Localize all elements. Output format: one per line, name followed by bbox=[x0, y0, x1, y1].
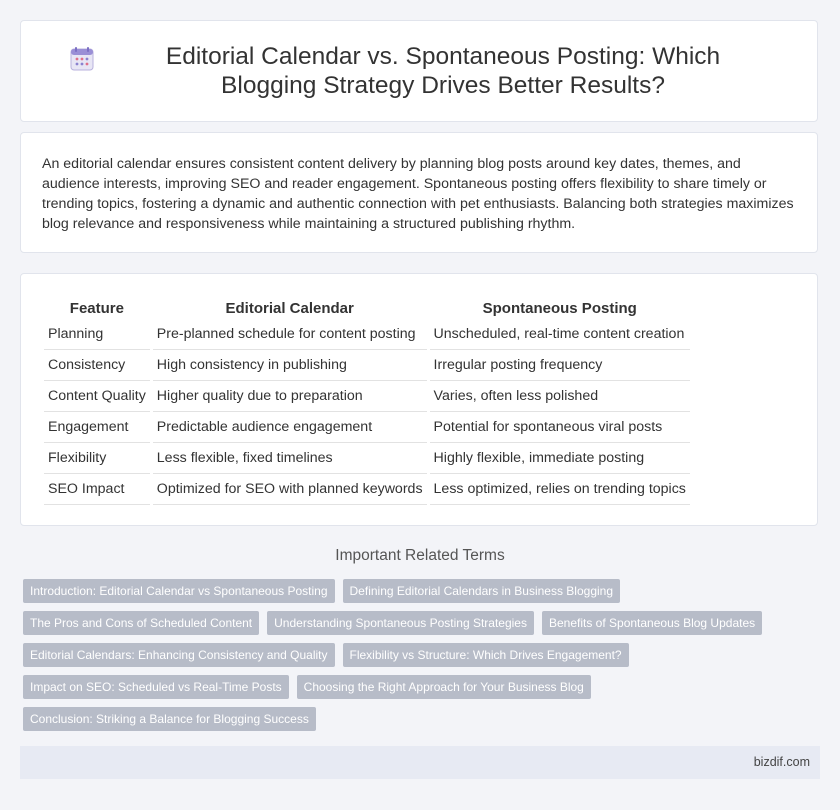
related-tag[interactable]: Conclusion: Striking a Balance for Blogging Success bbox=[23, 707, 316, 731]
title-card bbox=[20, 20, 818, 122]
table-row bbox=[44, 412, 690, 443]
related-tag[interactable]: The Pros and Cons of Scheduled Content bbox=[23, 611, 259, 635]
related-tag[interactable]: Choosing the Right Approach for Your Business Blog bbox=[297, 675, 591, 699]
related-tag[interactable]: Benefits of Spontaneous Blog Updates bbox=[542, 611, 762, 635]
tag-row bbox=[23, 643, 813, 667]
tag-row bbox=[23, 611, 813, 635]
cell-spontaneous: Potential for spontaneous viral posts bbox=[430, 412, 690, 443]
related-terms-heading: Important Related Terms bbox=[335, 547, 505, 564]
related-tag[interactable]: Introduction: Editorial Calendar vs Spontaneous Posting bbox=[23, 579, 335, 603]
cell-editorial: Higher quality due to preparation bbox=[153, 381, 427, 412]
cell-feature: Content Quality bbox=[44, 381, 150, 412]
related-terms-list bbox=[23, 579, 813, 739]
header-spontaneous-posting: Spontaneous Posting bbox=[482, 299, 637, 317]
table-row bbox=[44, 319, 690, 350]
table-row bbox=[44, 381, 690, 412]
footer bbox=[20, 746, 820, 779]
cell-spontaneous: Varies, often less polished bbox=[430, 381, 690, 412]
related-tag[interactable]: Editorial Calendars: Enhancing Consistency and Quality bbox=[23, 643, 335, 667]
cell-spontaneous: Highly flexible, immediate posting bbox=[430, 443, 690, 474]
cell-feature: Flexibility bbox=[44, 443, 150, 474]
tag-row bbox=[23, 675, 813, 699]
table-row bbox=[44, 350, 690, 381]
cell-feature: Engagement bbox=[44, 412, 150, 443]
header-feature: Feature bbox=[69, 299, 124, 317]
cell-editorial: Optimized for SEO with planned keywords bbox=[153, 474, 427, 505]
related-tag[interactable]: Impact on SEO: Scheduled vs Real-Time Posts bbox=[23, 675, 289, 699]
footer-site-link[interactable]: bizdif.com bbox=[753, 755, 810, 769]
related-tag[interactable]: Defining Editorial Calendars in Business Blogging bbox=[343, 579, 620, 603]
header-editorial-calendar: Editorial Calendar bbox=[225, 299, 354, 317]
table-row bbox=[44, 443, 690, 474]
title-wrap bbox=[69, 42, 769, 100]
cell-editorial: Less flexible, fixed timelines bbox=[153, 443, 427, 474]
cell-feature: Planning bbox=[44, 319, 150, 350]
tag-row bbox=[23, 579, 813, 603]
table-row bbox=[44, 474, 690, 505]
calendar-icon bbox=[69, 46, 95, 72]
related-tag[interactable]: Understanding Spontaneous Posting Strategies bbox=[267, 611, 534, 635]
cell-feature: SEO Impact bbox=[44, 474, 150, 505]
table-header-row bbox=[44, 296, 690, 319]
cell-spontaneous: Less optimized, relies on trending topics bbox=[430, 474, 690, 505]
comparison-table-card bbox=[20, 273, 818, 526]
tag-row bbox=[23, 707, 813, 731]
intro-card bbox=[20, 132, 818, 253]
comparison-table bbox=[41, 296, 693, 505]
intro-paragraph: An editorial calendar ensures consistent content delivery by planning blog posts around key dates, themes, and audience interests, improving SEO and reader engagement. Spontaneous posting offers flexibility to share timely or trending topics, fostering a dynamic and authentic connection with pet enthusiasts. Balancing both strategies maximizes blog relevance and responsiveness while maintaining a structured publishing rhythm. bbox=[42, 156, 794, 232]
cell-editorial: Predictable audience engagement bbox=[153, 412, 427, 443]
cell-editorial: High consistency in publishing bbox=[153, 350, 427, 381]
cell-feature: Consistency bbox=[44, 350, 150, 381]
related-tag[interactable]: Flexibility vs Structure: Which Drives Engagement? bbox=[343, 643, 629, 667]
page-title: Editorial Calendar vs. Spontaneous Posting: Which Blogging Strategy Drives Better Results? bbox=[165, 43, 721, 99]
cell-spontaneous: Unscheduled, real-time content creation bbox=[430, 319, 690, 350]
cell-spontaneous: Irregular posting frequency bbox=[430, 350, 690, 381]
cell-editorial: Pre-planned schedule for content posting bbox=[153, 319, 427, 350]
